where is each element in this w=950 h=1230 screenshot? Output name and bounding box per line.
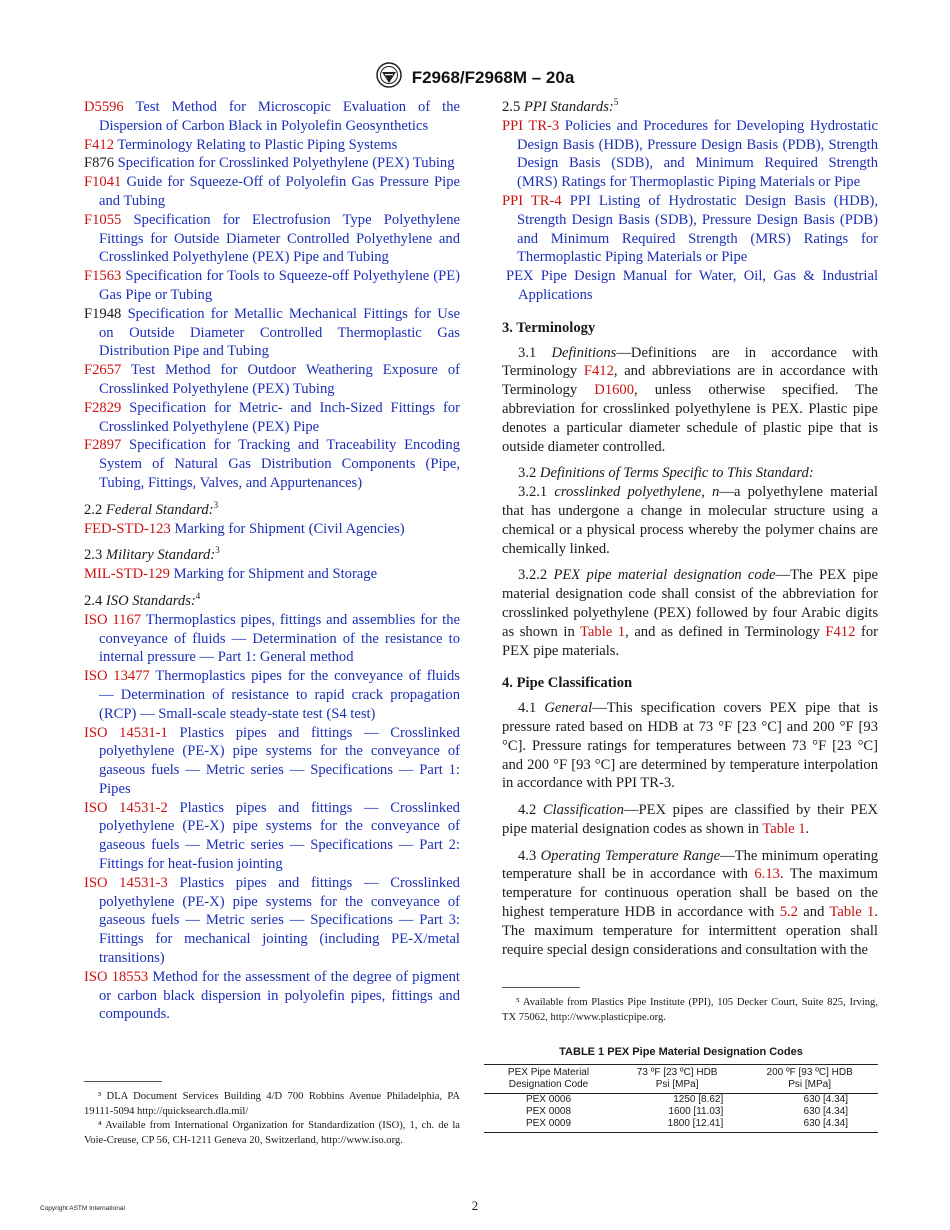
reference-code-link[interactable]: F2657	[84, 362, 122, 379]
reference-link[interactable]: 5.2	[779, 904, 798, 921]
reference-code-link[interactable]: F1055	[84, 211, 122, 228]
reference-code: F1948	[84, 305, 122, 322]
reference-item	[84, 98, 460, 136]
reference-title-link[interactable]: Specification for Tools to Squeeze-off Polyethylene (PE) Gas Pipe or Tubing	[99, 268, 460, 303]
reference-code-link[interactable]: ISO 14531-3	[84, 874, 168, 891]
reference-code: F876	[84, 155, 115, 172]
reference-item	[84, 724, 460, 799]
left-column	[84, 98, 460, 1024]
document-id: F2968/F2968M – 20a	[411, 67, 575, 87]
reference-item	[84, 799, 460, 874]
reference-link[interactable]: F412	[825, 623, 856, 640]
table-cell: 1250 [8.62]	[673, 1094, 724, 1105]
reference-title-link[interactable]: Plastics pipes and fittings — Crosslinked polyethylene (PE-X) pipe systems for the conveyance of gaseous fuels — Metric series — Specifications — Part 1: Pipes	[99, 724, 460, 797]
reference-item	[84, 173, 460, 211]
reference-title-link[interactable]: Specification for Electrofusion Type Polyethylene Fittings for Outside Diameter Controlled Polyethylene and Crosslinked Polyethylene (PEX) Pipe and Tubing	[99, 211, 460, 266]
paragraph-3-2-2: 3.2.2 PEX pipe material designation code—The PEX pipe material designation code shall consist of the abbreviation for crosslinked polyethylene (PEX) followed by four Arabic digits as shown in Table 1, and as defined in Terminology F412 for PEX pipe materials.	[502, 567, 878, 659]
table-row	[484, 1106, 878, 1118]
reference-title-link[interactable]: Plastics pipes and fittings — Crosslinked polyethylene (PE-X) pipe systems for the conveyance of gaseous fuels — Metric series — Specifications — Part 3: Fittings for mechanical jointing (including PE-X/metal transitions)	[99, 874, 460, 967]
reference-title-link[interactable]: Policies and Procedures for Developing Hydrostatic Design Basis (HDB), Pressure Design Basis (PDB), Strength Design Basis (SDB), and Minimum Required Strength (MRS) Ratings for Thermoplastic Piping Materials or Pipe	[517, 117, 878, 191]
table-cell: 630 [4.34]	[741, 1118, 878, 1133]
table-cell: 1800 [12.41]	[613, 1118, 741, 1133]
military-standard-heading: 2.3 Military Standard:$^3$	[84, 545, 220, 564]
reference-link[interactable]: 6.13	[754, 866, 780, 883]
table-cell: 630 [4.34]	[803, 1106, 848, 1117]
reference-title-link[interactable]: PEX Pipe Design Manual for Water, Oil, Gas & Industrial Applications	[506, 268, 878, 303]
reference-title-link[interactable]: Method for the assessment of the degree of pigment or carbon black dispersion in polyolefin pipes, fittings and compounds.	[99, 968, 460, 1023]
footnote-5: ⁵ Available from Plastics Pipe Institute (PPI), 105 Decker Court, Suite 825, Irving, TX 75062, http://www.plasticpipe.org.	[502, 997, 878, 1023]
reference-item	[84, 154, 460, 173]
reference-title-link[interactable]: PPI Listing of Hydrostatic Design Basis (HDB), Strength Design Basis (SDB), Pressure Design Basis (PDB) and Minimum Required Strength (MRS) Ratings for Thermoplastic Piping Materials or Pipe	[517, 192, 878, 266]
reference-title-link[interactable]: Specification for Metallic Mechanical Fittings for Use on Outside Diameter Controlled Thermoplastic Gas Distribution Pipe and Tubing	[99, 305, 461, 360]
reference-code-link[interactable]: MIL-STD-129	[84, 566, 170, 583]
table-cell: 1600 [11.03]	[668, 1106, 724, 1117]
table-header-cell: PEX Pipe Material Designation Code	[484, 1065, 613, 1094]
reference-code-link[interactable]: ISO 14531-2	[84, 799, 168, 816]
section-heading-pipe-classification: 4. Pipe Classification	[502, 675, 633, 692]
reference-code-link[interactable]: F1563	[84, 268, 122, 285]
reference-code-link[interactable]: ISO 18553	[84, 968, 149, 985]
reference-link[interactable]: Table 1	[829, 904, 875, 921]
reference-title-link[interactable]: Test Method for Microscopic Evaluation of the Dispersion of Carbon Black in Polyolefin Geosynthetics	[99, 99, 460, 134]
reference-title-link[interactable]: Specification for Crosslinked Polyethylene (PEX) Tubing	[117, 155, 455, 172]
table-header-row	[484, 1065, 878, 1094]
reference-item	[84, 968, 460, 1024]
reference-title-link[interactable]: Thermoplastics pipes for the conveyance of fluids — Determination of resistance to rapid crack propagation (RCP) — Small-scale steady-state test (S4 test)	[99, 668, 460, 722]
paragraph-3-2-1: 3.2.1 crosslinked polyethylene, n—a polyethylene material that has undergone a change in molecular structure using a chemical or a physical process whereby the polymer chains are chemically linked.	[502, 484, 878, 557]
reference-item	[502, 192, 878, 267]
reference-item	[84, 611, 460, 667]
reference-code-link[interactable]: F412	[84, 136, 115, 153]
copyright-notice: Copyright ASTM International	[40, 1205, 125, 1212]
reference-item	[84, 436, 460, 492]
reference-item	[84, 305, 460, 361]
paragraph-3-1: 3.1 Definitions—Definitions are in accordance with Terminology F412, and abbreviations are in accordance with Terminology D1600, unless otherwise specified. The abbreviation for crosslinked polyethylene is PEX. Plastic pipe denotes a particular diameter schedule of plastic pipe that is outside diameter controlled.	[502, 344, 879, 455]
footnote-divider	[84, 1081, 162, 1082]
reference-code-link[interactable]: ISO 14531-1	[84, 724, 168, 741]
ppi-reference-list	[502, 117, 878, 305]
footnote-marker: 3	[215, 545, 220, 556]
reference-item	[84, 565, 460, 584]
paragraph-3-2: 3.2 Definitions of Terms Specific to This Standard:	[518, 465, 814, 482]
footnote-3: ³ DLA Document Services Building 4/D 700 Robbins Avenue Philadelphia, PA 19111-5094 http://quicksearch.dla.mil/	[84, 1091, 460, 1117]
reference-item	[84, 874, 460, 968]
paragraph-4-1: 4.1 General—This specification covers PEX pipe that is pressure rated based on HDB at 73 °F [23 °C] and 200 °F [93 °C]. Pressure ratings for temperatures between 73 °F [23 °C] and 200 °F [93 °C] are determined by temperature interpolation in accordance with PPI TR-3.	[502, 700, 878, 792]
reference-item	[84, 211, 460, 267]
table-cell: PEX 0008	[525, 1106, 572, 1117]
table-header-cell: 200 ºF [93 ºC] HDB Psi [MPa]	[741, 1065, 878, 1094]
reference-title-link[interactable]: Marking for Shipment and Storage	[173, 566, 378, 583]
reference-item	[502, 117, 878, 192]
reference-link[interactable]: Table 1	[580, 623, 626, 640]
reference-title-link[interactable]: Thermoplastics pipes, fittings and assemblies for the conveyance of fluids — Determination of the resistance to internal pressure — Part 1: General method	[99, 611, 461, 666]
reference-title-link[interactable]: Marking for Shipment (Civil Agencies)	[174, 520, 405, 537]
footnote-divider	[502, 987, 580, 988]
footnote-4: ⁴ Available from International Organization for Standardization (ISO), 1, ch. de la Voie-Creuse, CP 56, CH-1211 Geneva 20, Switzerland, http://www.iso.org.	[84, 1120, 460, 1146]
reference-item	[84, 267, 460, 305]
reference-code-link[interactable]: F2897	[84, 437, 122, 454]
footnote-marker: 5	[613, 97, 619, 108]
paragraph-4-2: 4.2 Classification—PEX pipes are classified by their PEX pipe material designation codes as shown in Table 1.	[502, 802, 878, 837]
reference-code-link[interactable]: F1041	[84, 174, 122, 191]
reference-title-link[interactable]: Test Method for Outdoor Weathering Exposure of Crosslinked Polyethylene (PEX) Tubing	[99, 362, 460, 397]
ppi-standards-heading: 2.5 PPI Standards:$^5$	[502, 97, 619, 115]
table-caption: TABLE 1 PEX Pipe Material Designation Codes	[559, 1046, 803, 1058]
reference-title-link[interactable]: Guide for Squeeze-Off of Polyolefin Gas Pressure Pipe and Tubing	[99, 174, 460, 209]
astm-reference-list	[84, 98, 460, 493]
iso-standards-heading: 2.4 ISO Standards:$^4$	[84, 591, 201, 609]
paragraph-4-3: 4.3 Operating Temperature Range—The minimum operating temperature shall be in accordance with 6.13. The maximum temperature for continuous operation shall be based on the highest temperature HDB in accordance with 5.2 and Table 1. The maximum temperature for intermittent operation shall require special design considerations and consultation with the	[502, 847, 878, 958]
reference-title-link[interactable]: Plastics pipes and fittings — Crosslinked polyethylene (PE-X) pipe systems for the conveyance of gaseous fuels — Metric series — Specifications — Part 2: Fittings for heat-fusion jointing	[99, 799, 460, 873]
reference-item	[84, 520, 460, 539]
astm-logo-icon	[376, 62, 402, 93]
reference-code-link[interactable]: PPI TR-3	[502, 117, 560, 134]
reference-code-link[interactable]: PPI TR-4	[502, 192, 562, 209]
reference-item	[84, 399, 460, 437]
iso-reference-list	[84, 611, 460, 1025]
reference-item	[84, 136, 460, 155]
designation-codes-table	[484, 1064, 878, 1133]
reference-code-link[interactable]: ISO 1167	[84, 611, 142, 628]
page-header	[0, 62, 950, 93]
section-heading-terminology: 3. Terminology	[502, 319, 596, 336]
reference-item	[84, 667, 460, 723]
reference-link[interactable]: F412	[583, 363, 614, 380]
table-cell: 630 [4.34]	[803, 1094, 848, 1105]
reference-code-link[interactable]: ISO 13477	[84, 668, 150, 685]
reference-item	[84, 361, 460, 399]
page-number: 2	[471, 1198, 479, 1213]
reference-item	[502, 267, 878, 305]
reference-title-link[interactable]: Specification for Tracking and Traceability Encoding System of Natural Gas Distribution Components (Pipe, Tubing, Fittings, Valves, and Appurtenances)	[99, 437, 461, 491]
reference-code-link[interactable]: D5596	[84, 99, 124, 115]
reference-title-link[interactable]: Terminology Relating to Plastic Piping Systems	[117, 136, 398, 153]
reference-link[interactable]: D1600	[594, 382, 635, 399]
footnote-marker: 4	[195, 591, 201, 602]
reference-link[interactable]: Table 1	[762, 820, 806, 837]
table-row	[484, 1094, 878, 1107]
reference-title-link[interactable]: Specification for Metric- and Inch-Sized Fittings for Crosslinked Polyethylene (PEX) Pipe	[99, 399, 460, 435]
table-header-cell: 73 ºF [23 ºC] HDB Psi [MPa]	[613, 1065, 741, 1094]
footnote-marker: 3	[213, 499, 219, 510]
table-row	[484, 1118, 878, 1133]
federal-standard-heading: 2.2 Federal Standard:$^3$	[84, 499, 219, 518]
table-cell: PEX 0006	[525, 1094, 572, 1105]
right-column	[502, 98, 878, 959]
reference-code-link[interactable]: F2829	[84, 399, 122, 416]
reference-code-link[interactable]: FED-STD-123	[84, 520, 171, 537]
table-cell: PEX 0009	[484, 1118, 613, 1133]
